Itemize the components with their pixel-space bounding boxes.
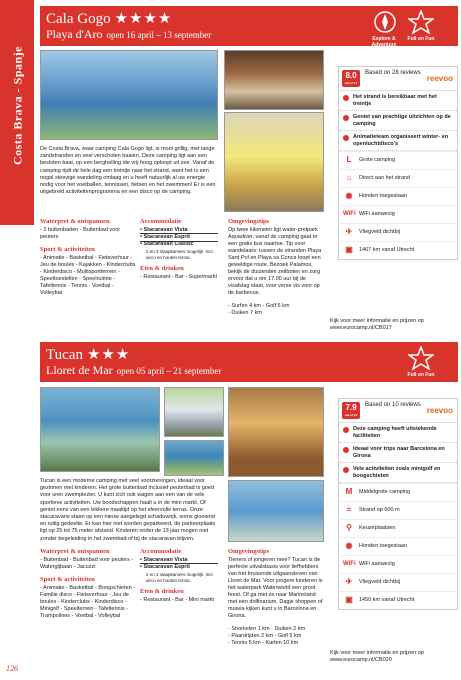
amenity-size: L Grote camping	[339, 151, 457, 169]
airplane-icon: ✈	[345, 227, 353, 236]
amenity-beach: ⌂ Direct aan het strand	[339, 169, 457, 187]
camp1-name: Cala Gogo	[46, 11, 111, 27]
feature-item: Ideaal voor trips naar Barcelona en Girona	[339, 443, 457, 463]
camp2-description: Tucan is een moderne camping met veel voorzieningen, ideaal voor gezinnen met kinderen. Het grote buitenbad inclusief peuterbad is goed voor uren zwemplezier. U kunt zich ook wagen aan een van de vele sportieve activiteiten. Uw boodschappen haalt u in de mini markt. Of geniet eens van een lekkere maaltijd op het sfeervolle terras. Onze stacaravans staan op een nieuw aangelegd schaduwrijk, soms glooiend en ruitig gedeelte. Er kan hier niet worden geparkeerd, de parkeerplaats ligt op 25 tot 75 meter afstand. Kinderen onder de 13 jaar mogen niet zonder begeleiding in het zwembad of bij de stacaravan blijven.	[40, 478, 216, 542]
size-icon: L	[346, 155, 352, 164]
camp2-more-info: Kijk voor meer informatie en prijzen op www.eurocamp.nl/CB020	[330, 650, 424, 663]
camp2-photo-slide	[228, 480, 324, 542]
camp2-reviews: Based on 10 reviews	[365, 402, 421, 408]
camp1-reviews: Based on 28 reviews	[365, 70, 421, 76]
car-icon: ▣	[345, 595, 353, 604]
camp1-photo-pool	[40, 50, 218, 140]
amenity-airport: ✈ Vliegveld dichtbij	[339, 223, 457, 241]
amenity-size: M Middelgrote camping	[339, 483, 457, 501]
amenity-dogs: ◉ Honden toegestaan	[339, 187, 457, 205]
camp1-photo-restaurant	[224, 50, 324, 110]
fun-badge-label: Full on Fun	[407, 36, 435, 42]
divider	[140, 233, 218, 234]
camp1-description: De Costa Brava, waar camping Cala Gogo ligt, is mooi grillig, met lange zandstranden en veel verscholen baaien. Deze camping ligt aan een besloten baai, op een berghelling die vrij hoog oploopt uit zee. Vanaf de camping rijdt de hele dag een treintje naar het strand, want het is een nogal steevige wandeling omlaag en u heeft natuurlijk al uw energie nodig voor het voetballen, tennissen, fietsen en het zwemmen! Er is een uitgebreid activiteitenprogramma en een disco op de camping.	[40, 146, 216, 196]
feature-item: Animatieteam organiseert winter- en openluchtdisco's	[339, 131, 457, 151]
amenity-distance: ▣ 1450 km vanaf Utrecht	[339, 591, 457, 609]
feature-item: Deze camping heeft uitstekende faciliteiten	[339, 423, 457, 443]
amenity-beach: ≈ Strand op 600 m	[339, 501, 457, 519]
camp1-info-panel	[338, 66, 458, 260]
page-number: 126	[6, 664, 18, 673]
dog-icon: ◉	[345, 541, 353, 550]
amenity-dogs: ◉ Honden toegestaan	[339, 537, 457, 555]
camp1-open: open 16 april – 13 september	[106, 30, 212, 40]
camp1-col3: Omgevingstips Op twee kilometer ligt water-pretpark Aquadiver, vanaf de camping gaat er een gratis bus naartoe. Tip voor wandelaars: tussen de stranden Playa Sant Pol en Playa sa Conca loopt een geweldige route. Bezoek Palamos, bekijk de duizenden zeilboten en zorg ervoor dat u om 17.00 uur bij de visafslag staat, voor verse vis voor op de barbecue. - Surfen 4 km - Golf 6 km - Duiken 7 km	[228, 218, 322, 316]
compass-icon	[372, 10, 398, 36]
explore-badge	[372, 10, 398, 36]
camp2-stars: ★★★	[86, 347, 131, 363]
car-icon: ▣	[345, 245, 353, 254]
fun-badge	[408, 10, 434, 36]
divider	[140, 241, 218, 242]
wave-icon: ≈	[346, 505, 352, 514]
feature-item: Geniet van prachtige uitzichten op de camping	[339, 111, 457, 131]
fun-badge	[408, 346, 434, 372]
camp2-photo-interior	[228, 387, 324, 477]
airplane-icon: ✈	[345, 577, 353, 586]
camp1-stars: ★★★★	[114, 11, 173, 27]
fun-badge-label: Full on Fun	[407, 372, 435, 378]
camp2-name: Tucan	[46, 347, 83, 363]
feature-item: Het strand is bereikbaar met het treintje	[339, 91, 457, 111]
reevoo-logo: reevoo	[426, 406, 453, 415]
camp2-col2: Accommodatie • Stacaravan Vista • Stacaravan Esprit 2 en 3 slaapkamers mogelijk. Incl. airco en houten terras. Eten & drinken - Restaurant - Bar - Mini markt	[140, 548, 214, 603]
camp2-open: open 05 april – 21 september	[116, 366, 222, 376]
camp1-photo-cart	[224, 112, 324, 212]
explore-badge-label: Explore & Adventure	[371, 36, 397, 48]
amenity-pitch: ⚲ Keuzeplaatsen	[339, 519, 457, 537]
feature-item: Vele activiteiten zoals minigolf en boogschieten	[339, 463, 457, 483]
camp2-col3: Omgevingstips Tieners of jongeren mee? Tucan is de perfecte uitvalsbasis voor liefhebbers van het bruisende uitgaansleven van Lloret de Mar. Voor jongere kinderen is het waterpark Waterworld een groot feest. Of ga met ze naar Marineland met een dolfinarium. Dagje shoppen of musea kijken kunt u in Barcelona en Girona. - Snorkelen 1 km - Duiken 2 km - Paardrijden 2 km - Golf 5 km - Tennis 5 km - Karten 10 km	[228, 548, 323, 646]
amenity-distance: ▣ 1467 km vanaf Utrecht	[339, 241, 457, 259]
size-icon: M	[345, 487, 353, 496]
camp2-photo-garden	[164, 440, 224, 476]
camp2-info-panel	[338, 398, 458, 610]
camp2-header	[40, 342, 458, 382]
camp1-col2: Accommodatie • Stacaravan Vista • Stacaravan Esprit • Stacaravan Classic 2 en 3 slaapkamers mogelijk. Incl. airco en houten terras. Eten & drinken - Restaurant - Bar - Supermarkt	[140, 218, 218, 280]
pin-icon: ⚲	[346, 523, 352, 532]
camp2-link[interactable]: www.eurocamp.nl/CB020	[330, 657, 392, 663]
star-icon	[408, 346, 434, 372]
amenity-airport: ✈ Vliegveld dichtbij	[339, 573, 457, 591]
camp2-score: 7.9 out of 10	[342, 402, 360, 419]
camp1-link[interactable]: www.eurocamp.nl/CB017	[330, 325, 392, 331]
beach-icon: ⌂	[346, 173, 352, 182]
camp2-photo-bungalow	[164, 387, 224, 437]
camp2-col1: Waterpret & ontspannen - Buitenbad - Buitenbad voor peuters - Watergljbaan - Jacuzzi Sport & activiteiten - Animatie - Basketbal - Boogschieten - Familie disco - Fietsverhuur - Jeu de boules - Kinderclubs - Kinderdisco - Minigolf - Speelterrein - Tafeltennis - Trampolines - Voetbal - Volleybal	[40, 548, 136, 619]
amenity-wifi: WiFi WiFi aanwezig	[339, 205, 457, 223]
amenity-wifi: WiFi WiFi aanwezig	[339, 555, 457, 573]
wifi-icon: WiFi	[343, 211, 356, 217]
wifi-icon: WiFi	[343, 561, 356, 567]
reevoo-logo: reevoo	[426, 74, 453, 83]
star-icon	[408, 10, 434, 36]
dog-icon: ◉	[345, 191, 353, 200]
camp2-photo-pool	[40, 387, 160, 472]
camp2-location: Lloret de Mar	[46, 363, 113, 377]
camp1-location: Playa d'Aro	[46, 27, 103, 41]
camp1-score: 8.0 out of 10	[342, 70, 360, 87]
camp1-more-info: Kijk voor meer informatie en prijzen op www.eurocamp.nl/CB017	[330, 318, 424, 331]
divider	[140, 563, 218, 564]
camp1-col1: Waterpret & ontspannen - 2 buitenbaden - Buitenbad voor peuters Sport & activiteiten - Animatie - Basketbal - Fietsverhuur - Jeu de boules - Kajakken - Kinderclubs - Kinderdisco - Multisportterrein - Speeltoestellen - Speelruimte - Tafeltennis - Tennis - Voetbal - Volleybal	[40, 218, 136, 296]
region-label: Costa Brava - Spanje	[10, 46, 25, 166]
